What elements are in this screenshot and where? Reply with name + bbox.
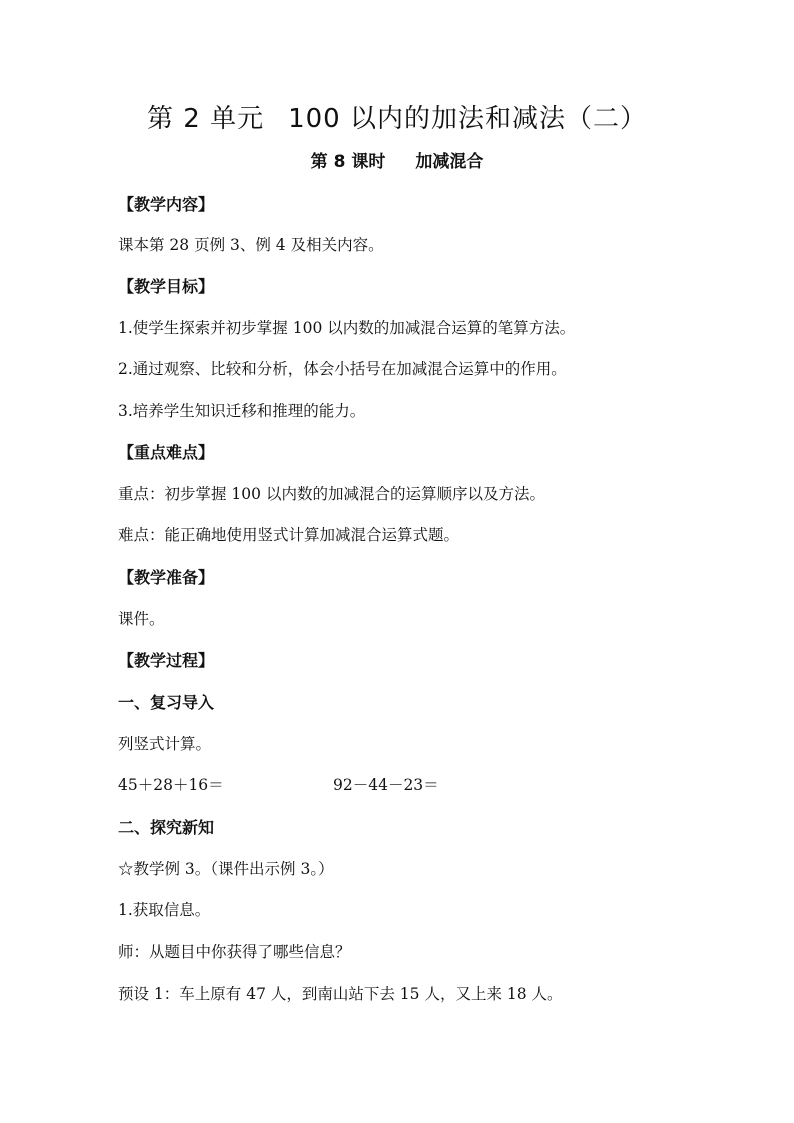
unit-name: 100 以内的加法和减法（二） [288,104,647,134]
expression-1: 45＋28＋16＝ [118,776,224,794]
unit-number: 第 2 单元 [147,104,265,134]
sub-step-1: 1.获取信息。 [118,901,211,919]
prep-text: 课件。 [118,610,165,628]
lesson-name: 加减混合 [415,152,484,172]
teacher-question: 师：从题目中你获得了哪些信息？ [118,943,351,961]
preset-answer-1: 预设 1：车上原有 47 人，到南山站下去 15 人，又上来 18 人。 [118,985,563,1003]
unit-title [0,98,794,135]
step-heading-review: 一、复习导入 [118,693,215,712]
content-text: 课本第 28 页例 3、例 4 及相关内容。 [118,236,384,254]
expression-2: 92－44－23＝ [333,776,439,794]
lesson-title [0,147,794,172]
goal-item-2: 2.通过观察、比较和分析，体会小括号在加减混合运算中的作用。 [118,360,567,378]
example-line: ☆教学例 3。（课件出示例 3。） [118,860,334,878]
goal-item-1: 1.使学生探索并初步掌握 100 以内数的加减混合运算的笔算方法。 [118,319,576,337]
keypoint-text: 重点：初步掌握 100 以内数的加减混合的运算顺序以及方法。 [118,485,545,503]
section-heading-goals: 【教学目标】 [118,277,215,296]
section-heading-keypoints: 【重点难点】 [118,443,215,462]
section-heading-content: 【教学内容】 [118,195,215,214]
step-text-review: 列竖式计算。 [118,735,212,753]
goal-item-3: 3.培养学生知识迁移和推理的能力。 [118,402,366,420]
lesson-number: 第 8 课时 [310,152,386,172]
section-heading-prep: 【教学准备】 [118,568,215,587]
difficulty-text: 难点：能正确地使用竖式计算加减混合运算式题。 [118,526,460,544]
section-heading-process: 【教学过程】 [118,651,215,670]
step-heading-explore: 二、探究新知 [118,818,215,837]
